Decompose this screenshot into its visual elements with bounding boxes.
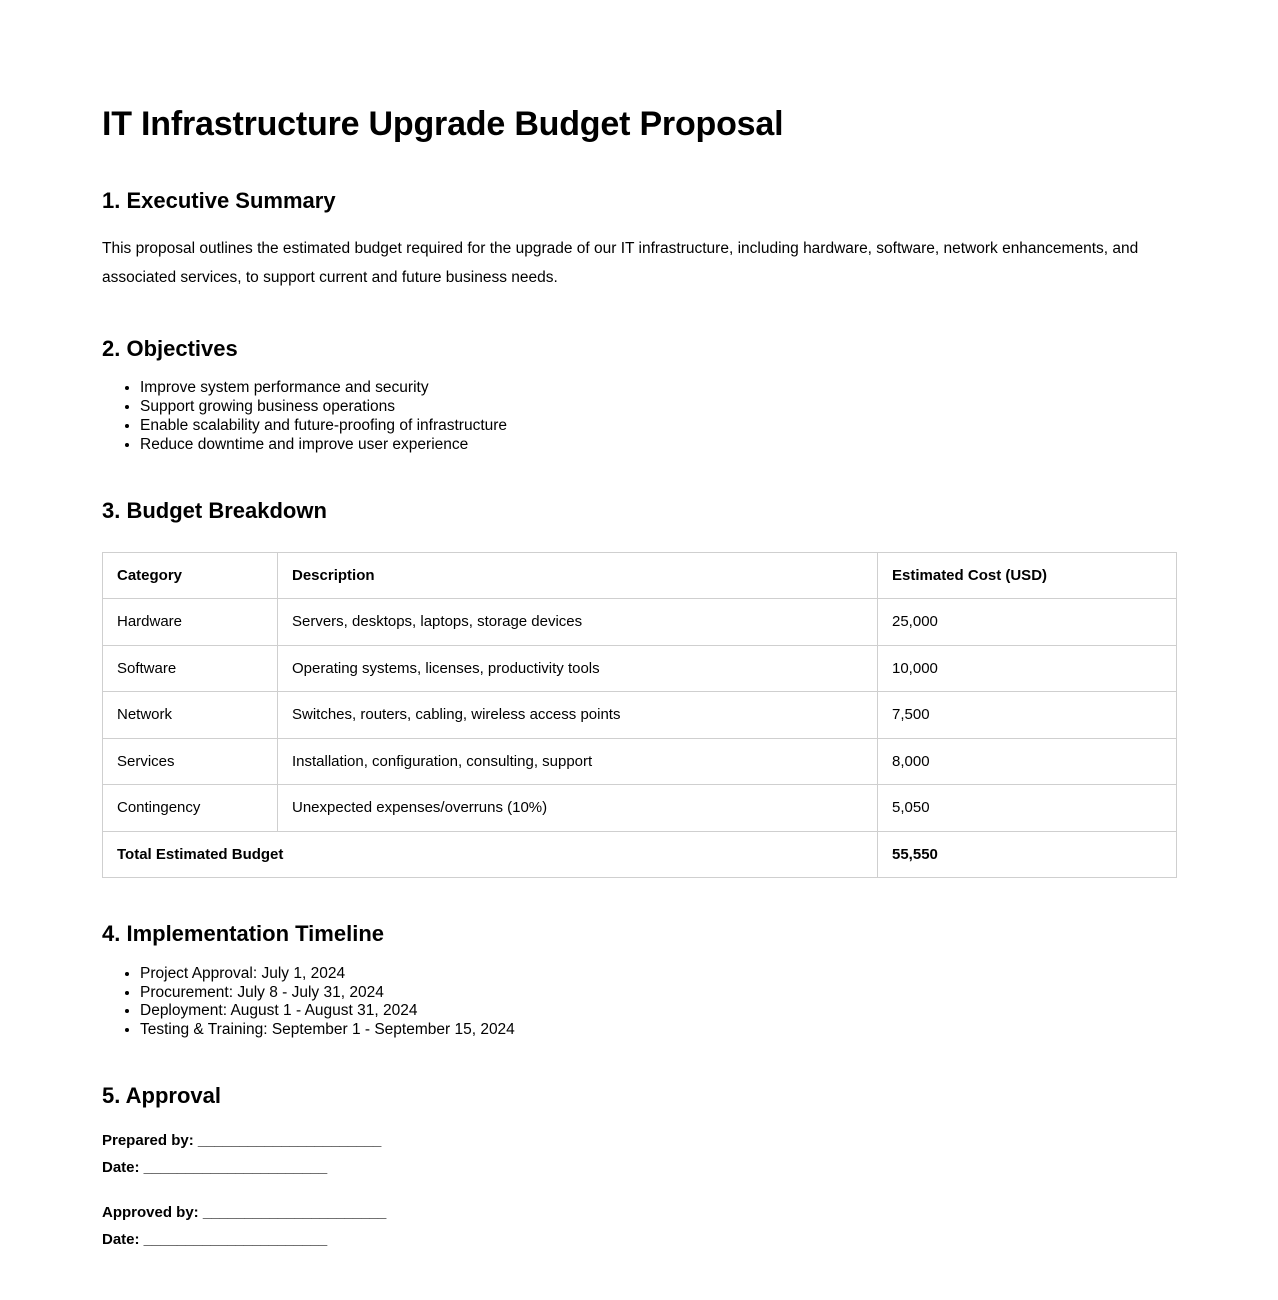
executive-summary-paragraph: This proposal outlines the estimated budget required for the upgrade of our IT infrastructure, including hardware, software, network enhancements, and associated services, to support current and future business needs.	[102, 240, 1139, 287]
list-item: • Testing & Training: September 1 - September 15, 2024	[140, 1021, 1178, 1040]
approved-date-field[interactable]: Date: ______________________	[102, 1231, 328, 1249]
column-header-estimated-cost: Estimated Cost (USD)	[878, 552, 1177, 599]
column-header-description: Description	[278, 552, 878, 599]
table-header-row	[103, 552, 1177, 599]
page-title: IT Infrastructure Upgrade Budget Proposal	[102, 105, 784, 143]
cell-category: Contingency	[103, 785, 278, 832]
cell-category: Services	[103, 738, 278, 785]
cell-cost: 5,050	[878, 785, 1177, 832]
table-row	[103, 645, 1177, 692]
cell-description: Installation, configuration, consulting, support	[278, 738, 878, 785]
cell-description: Unexpected expenses/overruns (10%)	[278, 785, 878, 832]
signature-spacer	[102, 1188, 1178, 1205]
list-item: • Improve system performance and security	[140, 379, 1178, 398]
section-heading-budget-breakdown: 3. Budget Breakdown	[102, 497, 327, 523]
list-item: • Deployment: August 1 - August 31, 2024	[140, 1002, 1178, 1021]
list-item: • Support growing business operations	[140, 398, 1178, 417]
column-header-category: Category	[103, 552, 278, 599]
prepared-date-field[interactable]: Date: ______________________	[102, 1159, 328, 1177]
cell-total-cost: 55,550	[878, 831, 1177, 878]
cell-cost: 25,000	[878, 599, 1177, 646]
cell-category: Hardware	[103, 599, 278, 646]
cell-description: Servers, desktops, laptops, storage devices	[278, 599, 878, 646]
cell-category: Network	[103, 692, 278, 739]
cell-total-label: Total Estimated Budget	[103, 831, 878, 878]
cell-cost: 7,500	[878, 692, 1177, 739]
table-row	[103, 599, 1177, 646]
section-heading-implementation-timeline: 4. Implementation Timeline	[102, 921, 384, 947]
prepared-by-field[interactable]: Prepared by: ______________________	[102, 1131, 382, 1149]
list-item: • Enable scalability and future-proofing of infrastructure	[140, 417, 1178, 436]
cell-description: Operating systems, licenses, productivity tools	[278, 645, 878, 692]
table-row	[103, 692, 1177, 739]
list-item: • Reduce downtime and improve user experience	[140, 436, 1178, 455]
section-heading-objectives: 2. Objectives	[102, 335, 238, 361]
cell-cost: 8,000	[878, 738, 1177, 785]
implementation-timeline-list	[102, 965, 1178, 1041]
budget-breakdown-table	[102, 552, 1177, 879]
table-total-row	[103, 831, 1177, 878]
list-item: • Project Approval: July 1, 2024	[140, 965, 1178, 984]
objectives-list	[102, 379, 1178, 455]
cell-cost: 10,000	[878, 645, 1177, 692]
approval-signature-block	[102, 1133, 1178, 1249]
table-row	[103, 785, 1177, 832]
section-heading-approval: 5. Approval	[102, 1083, 221, 1109]
section-heading-executive-summary: 1. Executive Summary	[102, 187, 336, 213]
cell-category: Software	[103, 645, 278, 692]
table-row	[103, 738, 1177, 785]
cell-description: Switches, routers, cabling, wireless access points	[278, 692, 878, 739]
list-item: • Procurement: July 8 - July 31, 2024	[140, 984, 1178, 1003]
approved-by-field[interactable]: Approved by: ______________________	[102, 1203, 387, 1221]
